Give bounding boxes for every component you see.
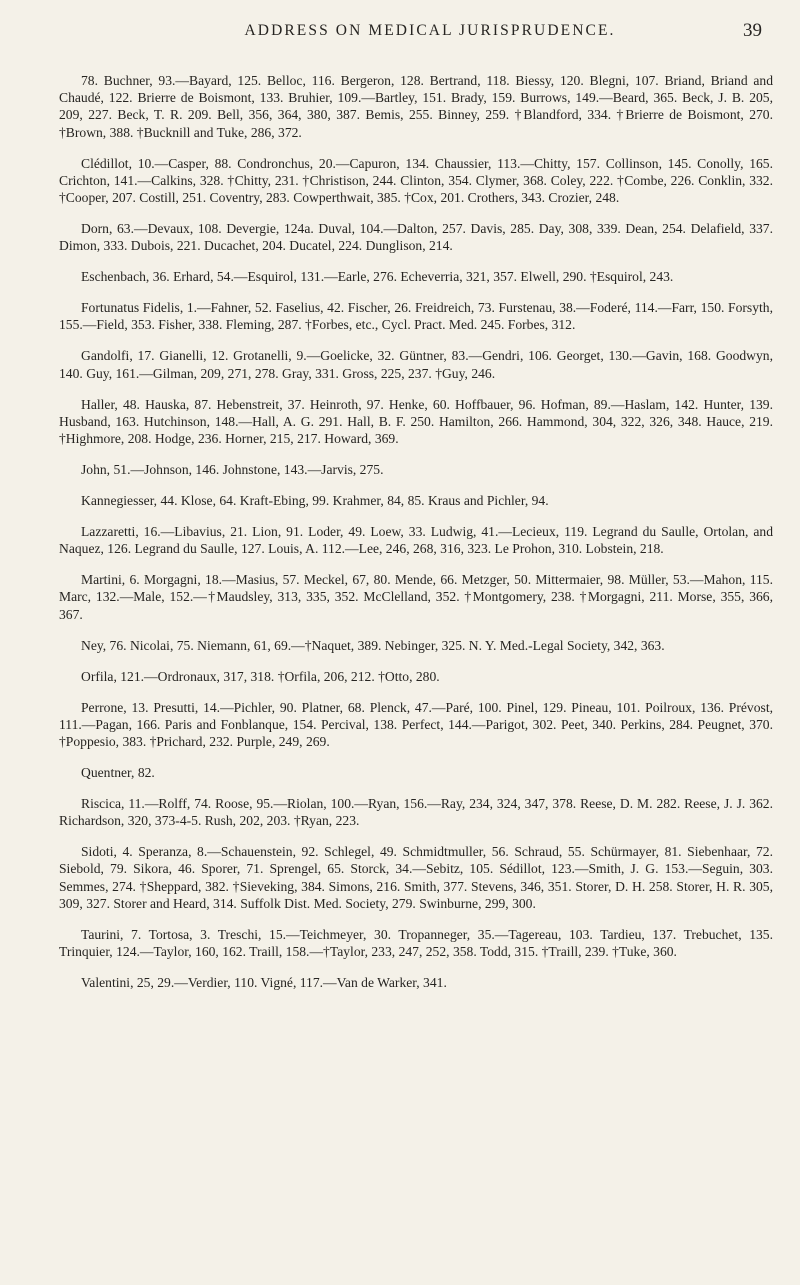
index-entry-o: Orfila, 121.—Ordronaux, 317, 318. †Orfila, 206, 212. †Otto, 280. (81, 668, 440, 684)
index-entry-l: Lazzaretti, 16.—Libavius, 21. Lion, 91. Loder, 49. Loew, 33. Ludwig, 41.—Lecieux, 119. Legrand du Saulle, Ortolan, and Naquez, 126. Legrand du Saulle, 127. Louis, A. 112.—Lee, 246, 268, 316, 323. Le Prohon, 310. Lobstein, 218. (59, 524, 773, 557)
index-text (59, 72, 773, 1005)
index-entry-j: John, 51.—Johnson, 146. Johnstone, 143.—Jarvis, 275. (81, 462, 384, 478)
index-entry-c: Clédillot, 10.—Casper, 88. Condronchus, 20.—Capuron, 134. Chaussier, 113.—Chitty, 157. Collinson, 145. Conolly, 165. Crichton, 141.—Calkins, 328. †Chitty, 231. †Christison, 244. Clinton, 354. Clymer, 368. Coley, 222. †Combe, 226. Conklin, 332. †Cooper, 207. Costill, 251. Coventry, 283. Cowperthwait, 385. †Cox, 201. Crothers, 343. Crozier, 248. (59, 155, 773, 206)
page-number: 39 (743, 20, 762, 41)
index-entry-e: Eschenbach, 36. Erhard, 54.—Esquirol, 131.—Earle, 276. Echeverria, 321, 357. Elwell, 290. †Esquirol, 243. (81, 269, 674, 285)
index-entry-t: Taurini, 7. Tortosa, 3. Treschi, 15.—Teichmeyer, 30. Tropanneger, 35.—Tagereau, 103. Tardieu, 137. Trebuchet, 135. Trinquier, 124.—Taylor, 160, 162. Traill, 158.—†Taylor, 233, 247, 252, 358. Todd, 315. †Traill, 239. †Tuke, 360. (59, 926, 773, 960)
index-entry-q: Quentner, 82. (81, 765, 155, 781)
index-entry-d: Dorn, 63.—Devaux, 108. Devergie, 124a. Duval, 104.—Dalton, 257. Davis, 285. Day, 308, 339. Dean, 254. Delafield, 337. Dimon, 333. Dubois, 221. Ducachet, 204. Ducatel, 224. Dunglison, 214. (59, 221, 773, 254)
index-entry-p: Perrone, 13. Presutti, 14.—Pichler, 90. Platner, 68. Plenck, 47.—Paré, 100. Pinel, 129. Pineau, 101. Poilroux, 136. Prévost, 111.—Pagan, 166. Paris and Fonblanque, 154. Percival, 138. Perfect, 144.—Parigot, 302. Peet, 340. Perkins, 284. Peugnet, 370. †Poppesio, 383. †Prichard, 232. Purple, 249, 269. (59, 699, 773, 750)
index-entry-m: Martini, 6. Morgagni, 18.—Masius, 57. Meckel, 67, 80. Mende, 66. Metzger, 50. Mittermaier, 98. Müller, 53.—Mahon, 115. Marc, 132.—Male, 152.—†Maudsley, 313, 335, 352. McClelland, 352. †Montgomery, 238. †Morgagni, 211. Morse, 355, 366, 367. (59, 572, 773, 622)
index-entry-g: Gandolfi, 17. Gianelli, 12. Grotanelli, 9.—Goelicke, 32. Güntner, 83.—Gendri, 106. Georget, 130.—Gavin, 168. Goodwyn, 140. Guy, 161.—Gilman, 209, 271, 278. Gray, 331. Gross, 225, 237. †Guy, 246. (59, 348, 773, 381)
index-entry-f: Fortunatus Fidelis, 1.—Fahner, 52. Faselius, 42. Fischer, 26. Freidreich, 73. Furstenau, 38.—Foderé, 114.—Farr, 150. Forsyth, 155.—Field, 353. Fisher, 338. Fleming, 287. †Forbes, etc., Cycl. Pract. Med. 245. Forbes, 312. (59, 300, 773, 333)
index-entry-b: 78. Buchner, 93.—Bayard, 125. Belloc, 116. Bergeron, 128. Bertrand, 118. Biessy, 120. Blegni, 107. Briand, Briand and Chaudé, 122. Brierre de Boismont, 133. Bruhier, 109.—Bartley, 151. Brady, 159. Burrows, 149.—Beard, 365. Beck, J. B. 205, 209, 227. Beck, T. R. 209. Bell, 356, 364, 380, 387. Bemis, 255. Binney, 259. †Blandford, 334. †Brierre de Boismont, 270. †Brown, 388. †Bucknill and Tuke, 286, 372. (59, 73, 773, 140)
running-title: ADDRESS ON MEDICAL JURISPRUDENCE. (244, 22, 616, 39)
index-entry-h: Haller, 48. Hauska, 87. Hebenstreit, 37. Heinroth, 97. Henke, 60. Hoffbauer, 96. Hofman, 89.—Haslam, 142. Hunter, 139. Husband, 163. Hutchinson, 148.—Hall, A. G. 291. Hall, B. F. 250. Hamilton, 266. Hammond, 304, 322, 326, 348. Hauce, 219. †Highmore, 208. Hodge, 236. Horner, 215, 217. Howard, 369. (59, 396, 773, 447)
index-entry-k: Kannegiesser, 44. Klose, 64. Kraft-Ebing, 99. Krahmer, 84, 85. Kraus and Pichler, 94. (81, 493, 549, 509)
index-entry-n: Ney, 76. Nicolai, 75. Niemann, 61, 69.—†Naquet, 389. Nebinger, 325. N. Y. Med.-Legal Society, 342, 363. (81, 637, 665, 653)
index-entry-r: Riscica, 11.—Rolff, 74. Roose, 95.—Riolan, 100.—Ryan, 156.—Ray, 234, 324, 347, 378. Reese, D. M. 282. Reese, J. J. 362. Richardson, 320, 373-4-5. Rush, 202, 203. †Ryan, 223. (59, 796, 773, 829)
index-entry-v: Valentini, 25, 29.—Verdier, 110. Vigné, 117.—Van de Warker, 341. (81, 975, 447, 991)
index-entry-s: Sidoti, 4. Speranza, 8.—Schauenstein, 92. Schlegel, 49. Schmidtmuller, 56. Schraud, 55. Schürmayer, 81. Siebenhaar, 72. Siebold, 79. Sikora, 46. Sporer, 71. Sprengel, 65. Storck, 34.—Sebitz, 105. Sédillot, 123.—Smith, J. G. 153.—Seguin, 303. Semmes, 274. †Sheppard, 382. †Sieveking, 384. Simons, 216. Smith, 377. Stevens, 346, 351. Storer, D. H. 258. Storer, H. R. 305, 309, 327. Storer and Heard, 314. Suffolk Dist. Med. Society, 279. Swinburne, 299, 300. (59, 844, 773, 911)
